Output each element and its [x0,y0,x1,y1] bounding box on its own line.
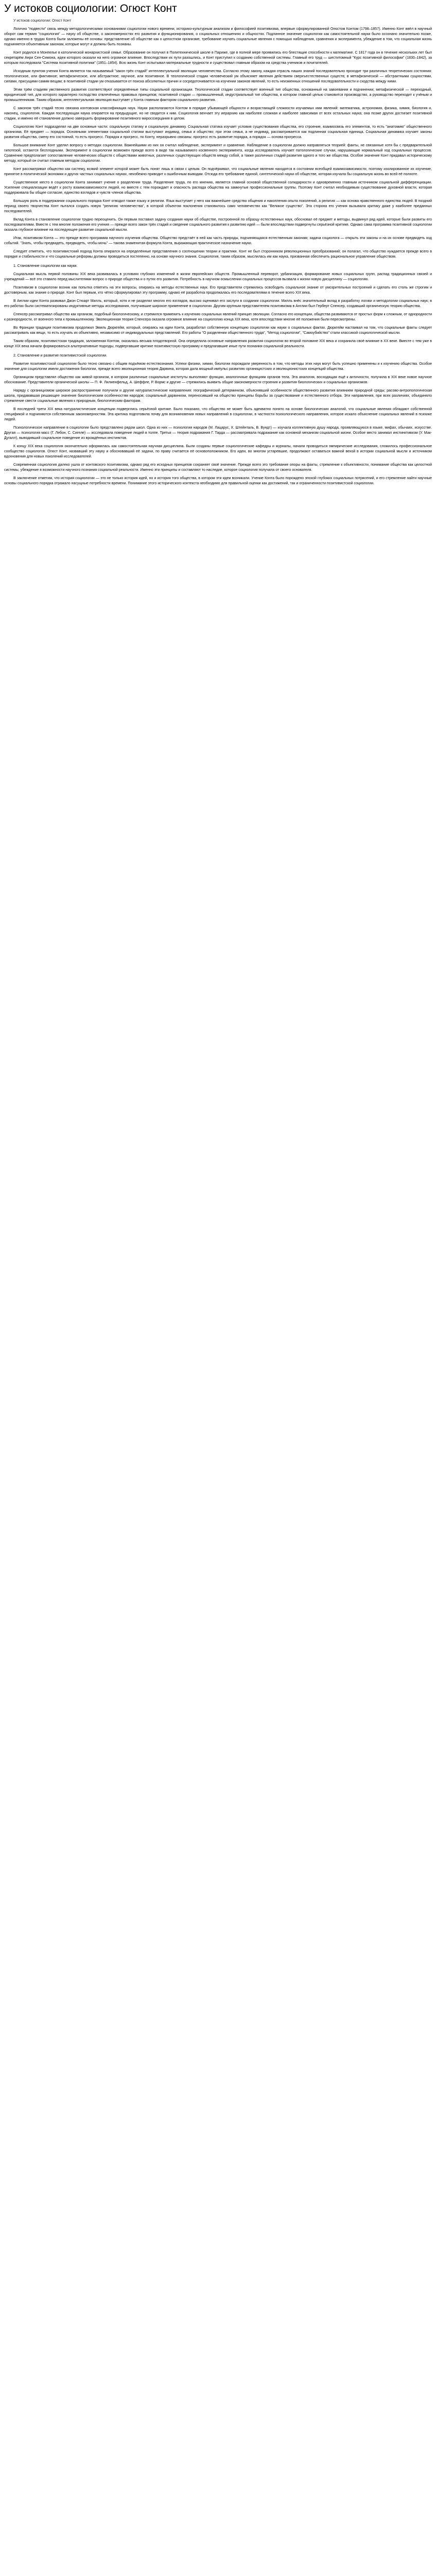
article-paragraph: Итак, позитивизм Конта — это прежде всего программа научного изучения общества. Общество предстаёт в ней как часть природы, подчиняющаяся естественным законам; задача социолога — открыть эти законы и на их основе предвидеть ход событий. "Знать, чтобы предвидеть, предвидеть, чтобы мочь" — такова знаменитая формула Конта, выражающая практическое назначение науки. [4,236,432,245]
article-paragraph: В заключение отметим, что история социологии — это не только история идей, но и история того общества, в котором эти идеи возникали. Учение Конта было порождено эпохой глубоких социальных потрясений, и его стремление найти научные основы социального порядка отражало насущные потребности времени. Понимание этого исторического контекста необходимо для правильной оценки как достижений, так и ограниченности позитивистской социологии. [4,477,432,485]
article-paragraph: К концу XIX века социология окончательно оформилась как самостоятельная научная дисциплина. Были созданы первые социологические кафедры и журналы, начали проводиться эмпирические исследования, сложилось профессиональное сообщество социологов. Огюст Конт, назвавший эту науку и обосновавший её задачи, по праву считается её основоположником. Его идеи, во многом устаревшие, продолжают оставаться важной вехой в истории социальной мысли и источником вдохновения для новых поколений исследователей. [4,445,432,459]
article-paragraph: Конт рассматривал общество как систему, всякий элемент которой может быть понят лишь в связи с целым. Он подчёркивал, что социальные явления находятся в состоянии всеобщей взаимозависимости, поэтому изолированное их изучение, принятое в политической экономии и других частных социальных науках, неизбежно приводит к ошибочным выводам. Отсюда его требование единой, синтетической науки об обществе, которая изучала бы социальную жизнь во всей её полноте. [4,167,432,176]
article-paragraph: Развитие позитивистской социологии было тесно связано с общим подъёмом естествознания. Успехи физики, химии, биологии порождали уверенность в том, что методы этих наук могут быть успешно применены и к изучению общества. Особое значение для социологии имели достижения биологии, прежде всего эволюционная теория Дарвина, которая дала мощный импульс развитию органицистских и эволюционистских концепций общества. [4,362,432,371]
article-paragraph: Психологическое направление в социологии было представлено рядом школ. Одна из них — психология народов (М. Лацарус, Х. Штейнталь, В. Вундт) — изучала коллективную душу народа, проявляющуюся в языке, мифах, обычаях, искусстве. Другая — психология масс (Г. Лебон, С. Сигеле) — исследовала поведение людей в толпе. Третья — теория подражания Г. Тарда — рассматривала подражание как основной механизм социальной жизни. Особое место занимал инстинктивизм (У. Мак-Дугалл), выводивший социальное поведение из врождённых инстинктов. [4,426,432,440]
article-paragraph: Вклад Конта в становление социологии трудно переоценить. Он первым поставил задачу создания науки об обществе, построенной по образцу естественных наук, обосновал её предмет и методы, выдвинул ряд идей, которые были развиты его последователями. Вместе с тем многие положения его учения — прежде всего закон трёх стадий и сведение социального развития к развитию идей — были впоследствии подвергнуты серьёзной критике. Однако сама программа позитивной социологии оказала глубокое влияние на последующее развитие социальной мысли. [4,218,432,232]
article-paragraph: Наряду с органицизмом широкое распространение получили и другие натуралистические направления: географический детерминизм, объяснявший особенности общественного развития влиянием природной среды; расово-антропологическая школа, придававшая решающее значение биологическим особенностям народов; социальный дарвинизм, переносивший на общество принципы борьбы за существование и естественного отбора. Эти направления, при всех различиях, объединяло стремление свести социальные явления к природным, биологическим факторам. [4,389,432,403]
page-title: У истоков социологии: Огюст Конт [4,3,177,14]
article-paragraph: Большую роль в поддержании социального порядка Конт отводил также языку и религии. Язык выступает у него как важнейшее средство общения и накопления опыта поколений, а религия — как основа нравственного единства людей. В поздний период своего творчества Конт пытался создать новую "религию человечества", в которой объектом поклонения становилось само человечество как "Великое существо". Эта сторона его учения вызывала критику даже у наиболее преданных последователей. [4,199,432,213]
article-paragraph: Органицизм представлял общество как живой организм, в котором различные социальные институты выполняют функции, аналогичные функциям органов тела. Эта аналогия, восходящая ещё к античности, получила в XIX веке новое научное обоснование. Представители органической школы — П. Ф. Лилиенфельд, А. Шеффле, Р. Вормс и другие — стремились выявить общие закономерности строения и развития биологических и социальных организмов. [4,376,432,384]
article-paragraph: Исходным пунктом учения Конта является так называемый "закон трёх стадий" интеллектуальной эволюции человечества. Согласно этому закону, каждая отрасль наших знаний последовательно проходит три различных теоретических состояния: теологическое, или фиктивное; метафизическое, или абстрактное; научное, или позитивное. В теологической стадии человеческий ум объясняет явления действием сверхъестественных существ; в метафизической — абстрактными сущностями, силами, присущими самим вещам; в позитивной стадии ум отказывается от поиска абсолютных причин и сосредоточивается на изучении законов явлений, то есть неизменных отношений последовательности и сходства между ними. [4,70,432,83]
article-paragraph: Логично "подвести" связь между методологическими основаниями социологии нового времени, историко-культурным анализом и философией позитивизма, впервые сформулированной Огюстом Контом (1798–1857). Именно Конт ввёл в научный оборот сам термин "социология" — науку об обществе, о закономерностях его развития и функционирования, о социальных отношениях и общностях. Подлинное значение социологии как самостоятельной науки было осознано значительно позже, однако именно в трудах Конта были заложены её основы: представление об обществе как о целостном организме, требование изучать социальные явления с помощью наблюдения, сравнения и эксперимента, убеждение в том, что социальная жизнь подчиняется объективным законам, которые могут и должны быть познаны. [4,27,432,46]
article-paragraph: Спенсер рассматривал общество как организм, подобный биологическому, и стремился применить к изучению социальных явлений принцип эволюции. Согласно его концепции, общества развиваются от простых форм к сложным, от однородности к разнородности, от военного типа к промышленному. Эволюционная теория Спенсера оказала огромное влияние на социологию конца XIX века, хотя впоследствии многие её положения были пересмотрены. [4,313,432,321]
article-paragraph: Во Франции традиции позитивизма продолжил Эмиль Дюркгейм, который, опираясь на идеи Конта, разработал собственную концепцию социологии как науки о социальных фактах. Дюркгейм настаивал на том, что социальные факты следует рассматривать как вещи, то есть изучать их объективно, независимо от индивидуальных представлений. Его работы "О разделении общественного труда", "Метод социологии", "Самоубийство" стали классикой социологической мысли. [4,326,432,335]
page [0,0,436,496]
article-paragraph: В Англии идеи Конта развивал Джон Стюарт Милль, который, хотя и не разделял многих его взглядов, высоко оценивал его заслуги в создании социологии. Милль внёс значительный вклад в разработку логики и методологии социальных наук; в его работах были систематизированы индуктивные методы исследования, получившие широкое применение в социологии. Другим крупным представителем позитивизма в Англии был Герберт Спенсер, создавший органическую теорию общества. [4,299,432,308]
article-paragraph: Таким образом, позитивистская традиция, заложенная Контом, оказалась весьма плодотворной. Она определила основные направления развития социологии во второй половине XIX века и сохранила своё влияние в XX веке. Вместе с тем уже в конце XIX века начали формироваться альтернативные подходы, подвергавшие критике позитивистскую программу и предлагавшие иные пути познания социальной реальности. [4,340,432,348]
article-subtitle: У истоков социологии: Огюст Конт [13,19,71,23]
article-paragraph: Позитивизм в социологии возник как попытка ответить на эти вопросы, опираясь на методы естественных наук. Его представители стремились освободить социальное знание от умозрительных построений и сделать его столь же строгим и достоверным, как знание о природе. Конт был первым, кто чётко сформулировал эту программу, однако её разработка продолжалась его последователями в течение всего XIX века. [4,286,432,295]
article-paragraph: Этим трём стадиям умственного развития соответствуют определённые типы социальной организации. Теологической стадии соответствует военный тип общества, основанный на завоевании и подчинении; метафизической — переходный, юридический тип, для которого характерно господство отвлечённых правовых принципов; позитивной стадии — промышленный, индустриальный тип общества, в котором главной целью становится производство, а руководство переходит к учёным и промышленникам. Таким образом, интеллектуальная эволюция выступает у Конта главным фактором социального развития. [4,88,432,102]
article-paragraph: В последней трети XIX века натуралистические концепции подверглись серьёзной критике. Было показано, что общество не может быть адекватно понято на основе биологических аналогий, что социальные явления обладают собственной спецификой и подчиняются собственным закономерностям. Эта критика подготовила почву для возникновения новых направлений в социологии, в частности психологического направления, которое искало объяснение социальных явлений в психике людей. [4,408,432,421]
section-heading: 1. Становление социологии как науки. [13,264,78,268]
article-paragraph: Современная социология далеко ушла от контовского позитивизма, однако ряд его исходных принципов сохраняет своё значение. Прежде всего это требование опоры на факты, стремление к объективности, понимание общества как целостной системы, убеждение в возможности научного познания социальной реальности. Именно эти принципы и составляют то наследие, которое социология получила от своего основателя. [4,463,432,472]
article-paragraph: Конт родился в Монпелье в католической монархистской семье. Образование он получил в Политехнической школе в Париже, где в полной мере проявились его блестящие способности к математике. С 1817 года он в течение нескольких лет был секретарём Анри Сен-Симона, идеи которого оказали на него огромное влияние. Впоследствии их пути разошлись, и Конт приступил к созданию собственной системы. Главный его труд — шеститомный "Курс позитивной философии" (1830–1842), за которым последовала "Система позитивной политики" (1851–1854). Всю жизнь Конт испытывал материальные трудности и существовал главным образом на средства учеников и почитателей. [4,51,432,65]
article-paragraph: Следует отметить, что позитивистский подход Конта опирался на определённые представления о соотношении теории и практики. Конт не был сторонником революционных преобразований; он полагал, что общество нуждается прежде всего в порядке и стабильности и что социальные реформы должны проводиться постепенно, на основе научного знания. Социология, таким образом, мыслилась им как наука, призванная обеспечить рациональное управление обществом. [4,250,432,259]
article-paragraph: Большое внимание Конт уделял вопросу о методах социологии. Важнейшими из них он считал наблюдение, эксперимент и сравнение. Наблюдение в социологии должно направляться теорией: факты, не связанные хотя бы с предварительной гипотезой, остаются бесплодными. Эксперимент в социологии возможен прежде всего в виде так называемого косвенного эксперимента, когда исследователь изучает патологические случаи, нарушающие нормальный ход социальных процессов. Сравнение предполагает сопоставление человеческих обществ с обществами животных, различных существующих обществ между собой, а также различных стадий развития одного и того же общества. Особое значение Конт придавал историческому методу, который он считал главным методом социологии. [4,144,432,163]
article-paragraph: С законом трёх стадий тесно связана контовская классификация наук. Науки располагаются Контом в порядке убывающей общности и возрастающей сложности изучаемых ими явлений: математика, астрономия, физика, химия, биология и, наконец, социология. Каждая последующая наука опирается на предыдущие, но не сводится к ним. Социология венчает эту иерархию как наиболее сложная и наиболее зависимая от всех остальных наука; она позже других достигает позитивной стадии, и именно её становление должно завершить формирование позитивного миросозерцания в целом. [4,107,432,121]
article-paragraph: Социологию Конт подразделял на две основные части: социальную статику и социальную динамику. Социальная статика изучает условия существования общества, его строение, взаимосвязь его элементов, то есть "анатомию" общественного организма. Её предмет — порядок. Основными элементами социальной статики выступают индивид, семья и общество; при этом семья, а не индивид, рассматривается как подлинная социальная единица. Социальная динамика изучает законы развития общества, смену его состояний, то есть прогресс. Порядок и прогресс, по Конту, неразрывно связаны: прогресс есть развитие порядка, а порядок — основа прогресса. [4,125,432,139]
section-heading: 2. Становление и развитие позитивистской социологии. [13,354,108,358]
article-paragraph: Существенное место в социологии Конта занимает учение о разделении труда. Разделение труда, по его мнению, является главной основой общественной солидарности и одновременно главным источником социальной дифференциации. Усиление специализации ведёт к росту взаимозависимости людей, но вместе с тем порождает и опасность распада общества на замкнутые профессиональные группы. Поэтому Конт считал необходимым существование духовной власти, которая поддерживала бы общее согласие, единство взглядов и чувств членов общества. [4,181,432,195]
article-paragraph: Социальная мысль первой половины XIX века развивалась в условиях глубоких изменений в жизни европейских обществ. Промышленный переворот, урбанизация, формирование новых социальных групп, распад традиционных связей и учреждений — всё это ставило перед мыслителями вопрос о природе общества и о путях его развития. Потребность в научном осмыслении социальных процессов вызвала к жизни новую дисциплину — социологию. [4,273,432,281]
article-body [4,27,432,486]
